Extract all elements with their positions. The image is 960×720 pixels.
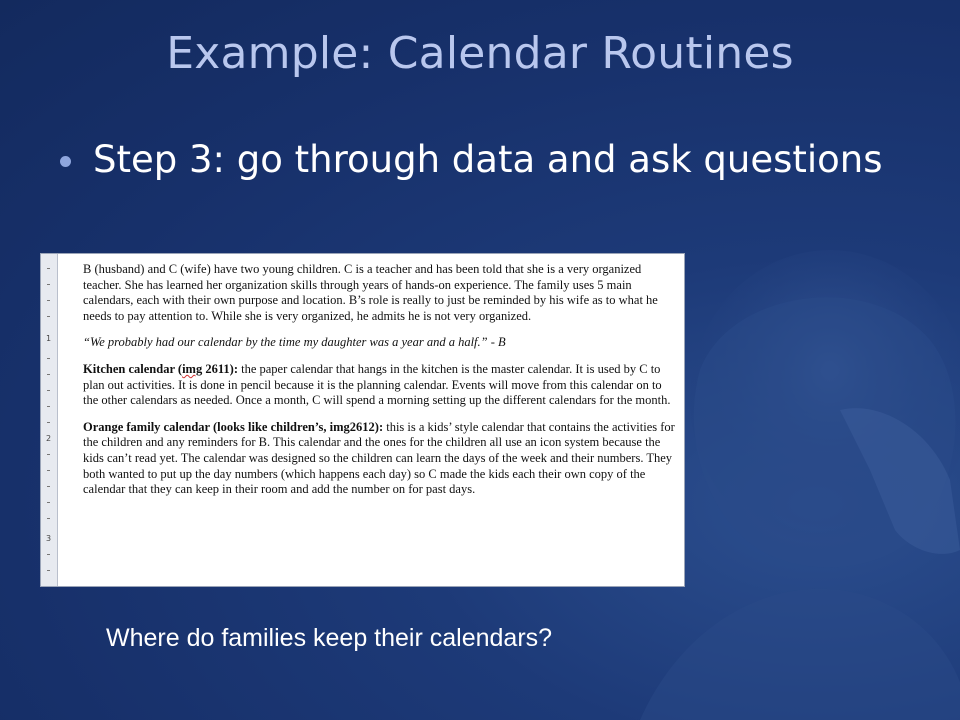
bullet-text: Step 3: go through data and ask questions xyxy=(93,138,883,181)
slide-title: Example: Calendar Routines xyxy=(166,28,794,79)
ruler-number: 3 xyxy=(46,534,52,543)
ruler-number: 2 xyxy=(46,434,52,443)
question-text: Where do families keep their calendars? xyxy=(106,624,553,652)
document-screenshot xyxy=(41,254,684,586)
doc-paragraph-orange xyxy=(83,420,679,498)
person-silhouette-image xyxy=(640,250,960,720)
bullet-item xyxy=(60,138,883,181)
vertical-ruler xyxy=(41,254,58,586)
doc-paragraph-kitchen xyxy=(83,362,679,409)
orange-body: this is a kids’ style calendar that contains the activities for the children and any reminders for B. This calendar and the ones for the children all use an icon system because the kids can’t read yet. The calendar was designed so the children can learn the days of the week and their numbers. They both wanted to put up the day numbers (which happens each day) so C made the kids each their own copy of the calendar that they can keep in their room and add the number on for past days. xyxy=(83,419,675,497)
orange-heading: Orange family calendar (looks like children’s, img2612): xyxy=(83,419,384,434)
bullet-dot-icon xyxy=(60,156,71,167)
kitchen-body: the paper calendar that hangs in the kitchen is the master calendar. It is used by C to plan out activities. It is done in pencil because it is the planning calendar. Events will move from this calendar on to the other calendars as needed. Once a month, C will spend a morning setting up the different calendars for the month. xyxy=(83,361,671,408)
kitchen-heading: Kitchen calendar (img 2611): xyxy=(83,361,238,376)
ruler-number: 1 xyxy=(46,334,52,343)
doc-paragraph-intro: B (husband) and C (wife) have two young children. C is a teacher and has been told that she is a very organized teacher. She has learned her organization skills through years of hands-on experience. The family uses 5 main calendars, each with their own purpose and location. B’s role is really to just be reminded by his wife as to what he needs to pay attention to. While she is very organized, he admits he is not very organized. xyxy=(83,262,658,323)
document-body xyxy=(83,262,679,509)
doc-quote: “We probably had our calendar by the time my daughter was a year and a half.” - B xyxy=(83,335,506,350)
